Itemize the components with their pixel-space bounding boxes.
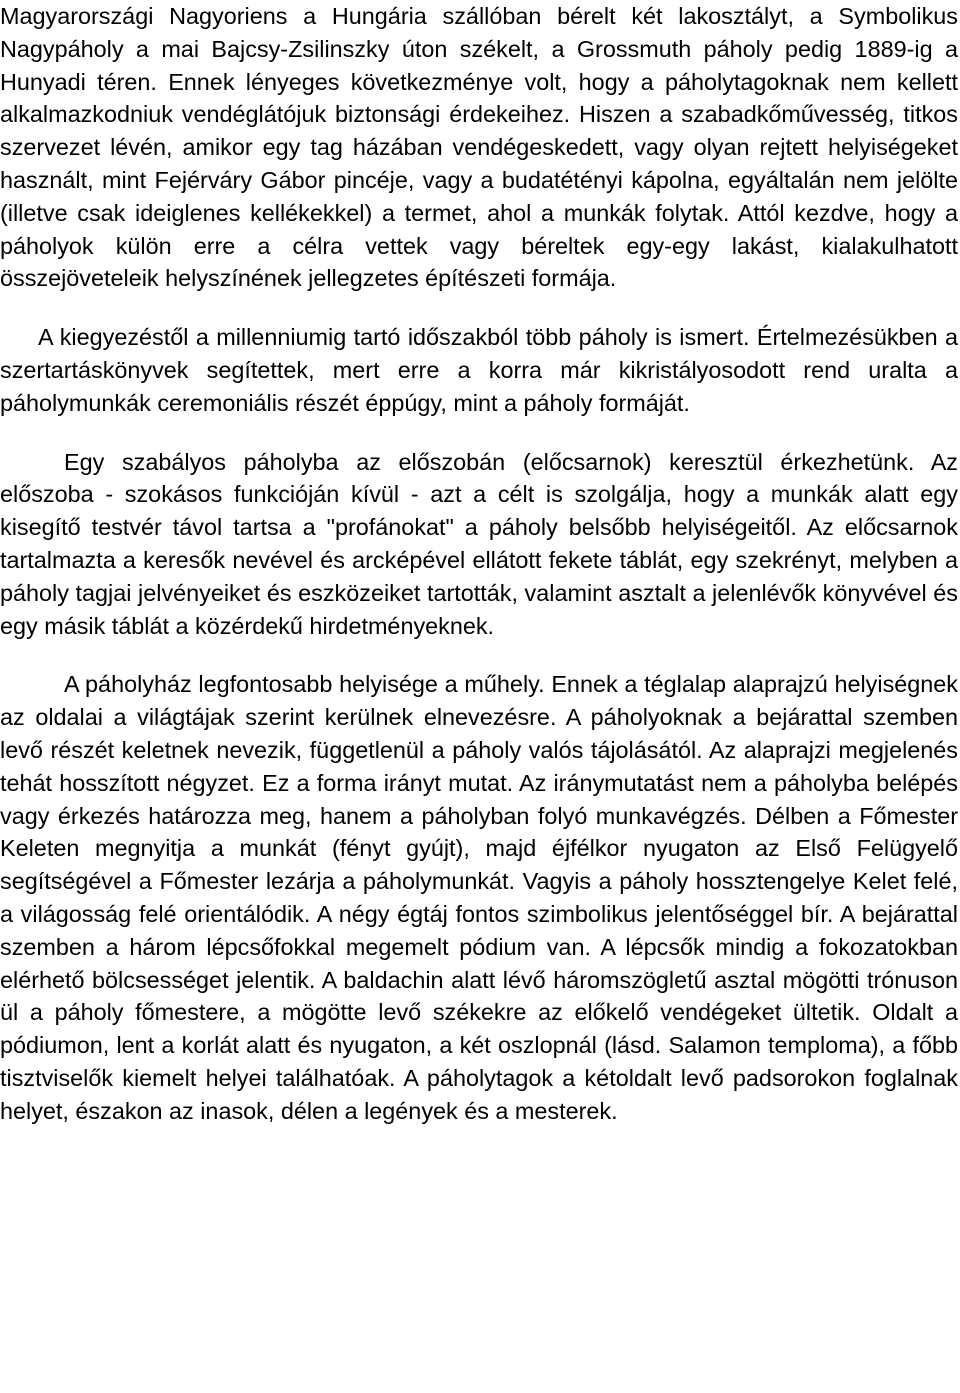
paragraph-workshop: A páholyház legfontosabb helyisége a műhely. Ennek a téglalap alaprajzú helyiségnek az oldalai a világtájak szerint kerülnek elnevezésre. A páholyoknak a bejárattal szemben levő részét keletnek nevezik, függetlenül a páholy valós tájolásától. Az alaprajzi megjelenés tehát hosszított négyzet. Ez a forma irányt mutat. Az iránymutatást nem a páholyba belépés vagy érkezés határozza meg, hanem a páholyban folyó munkavégzés. Délben a Főmester Keleten megnyitja a munkát (fényt gyújt), majd éjfélkor nyugaton az Első Felügyelő segítségével a Főmester lezárja a páholymunkát. Vagyis a páholy hossztengelye Kelet felé, a világosság felé orientálódik. A négy égtáj fontos szimbolikus jelentőséggel bír. A bejárattal szemben a három lépcsőfokkal megemelt pódium van. A lépcsők mindig a fokozatokban elérhető bölcsességet jelentik. A baldachin alatt lévő háromszögletű asztal mögötti trónuson ül a páholy főmestere, a mögötte levő székekre az előkelő vendégeket ültetik. Oldalt a pódiumon, lent a korlát alatt és nyugaton, a két oszlopnál (lásd. Salamon temploma), a főbb tisztviselők kiemelt helyei találhatóak. A páholytagok a kétoldalt levő padsorokon foglalnak helyet, északon az inasok, délen a legények és a mesterek. (0, 671, 958, 1124)
paragraph-gap (0, 642, 958, 668)
paragraph-lodge-locations: Magyarországi Nagyoriens a Hungária szállóban bérelt két lakosztályt, a Symbolikus Nagypáholy a mai Bajcsy-Zsilinszky úton székelt, a Grossmuth páholy pedig 1889-ig a Hunyadi téren. Ennek lényeges következménye volt, hogy a páholytagoknak nem kellett alkalmazkodniuk vendéglátójuk biztonsági érdekeihez. Hiszen a szabadkőművesség, titkos szervezet lévén, amikor egy tag házában vendégeskedett, vagy olyan rejtett helyiségeket használt, mint Fejérváry Gábor pincéje, vagy a budatétényi kápolna, egyáltalán nem jelölte (illetve csak ideiglenes kellékekkel) a termet, ahol a munkák folytak. Attól kezdve, hogy a páholyok külön erre a célra vettek vagy béreltek egy-egy lakást, kialakulhatott összejöveteleik helyszínének jellegzetes építészeti formája. (0, 3, 958, 292)
paragraph-antechamber: Egy szabályos páholyba az előszobán (előcsarnok) keresztül érkezhetünk. Az előszoba - szokásos funkcióján kívül - azt a célt is szolgálja, hogy a munkák alatt egy kisegítő testvér távol tartsa a "profánokat" a páholy belsőbb helyiségeitől. Az előcsarnok tartalmazta a keresők nevével és arcképével ellátott fekete táblát, egy szekrényt, melyben a páholy tagjai jelvényeiket és eszközeiket tartották, valamint asztalt a jelenlévők könyvével és egy másik táblát a közérdekű hirdetményeknek. (0, 448, 958, 639)
paragraph-gap (0, 295, 958, 321)
paragraph-known-lodges: A kiegyezéstől a millenniumig tartó időszakból több páholy is ismert. Értelmezésükben a szertartáskönyvek segítettek, mert erre a korra már kikristályosodott rend uralta a páholymunkák ceremoniális részét éppúgy, mint a páholy formáját. (0, 324, 958, 416)
paragraph-gap (0, 420, 958, 446)
